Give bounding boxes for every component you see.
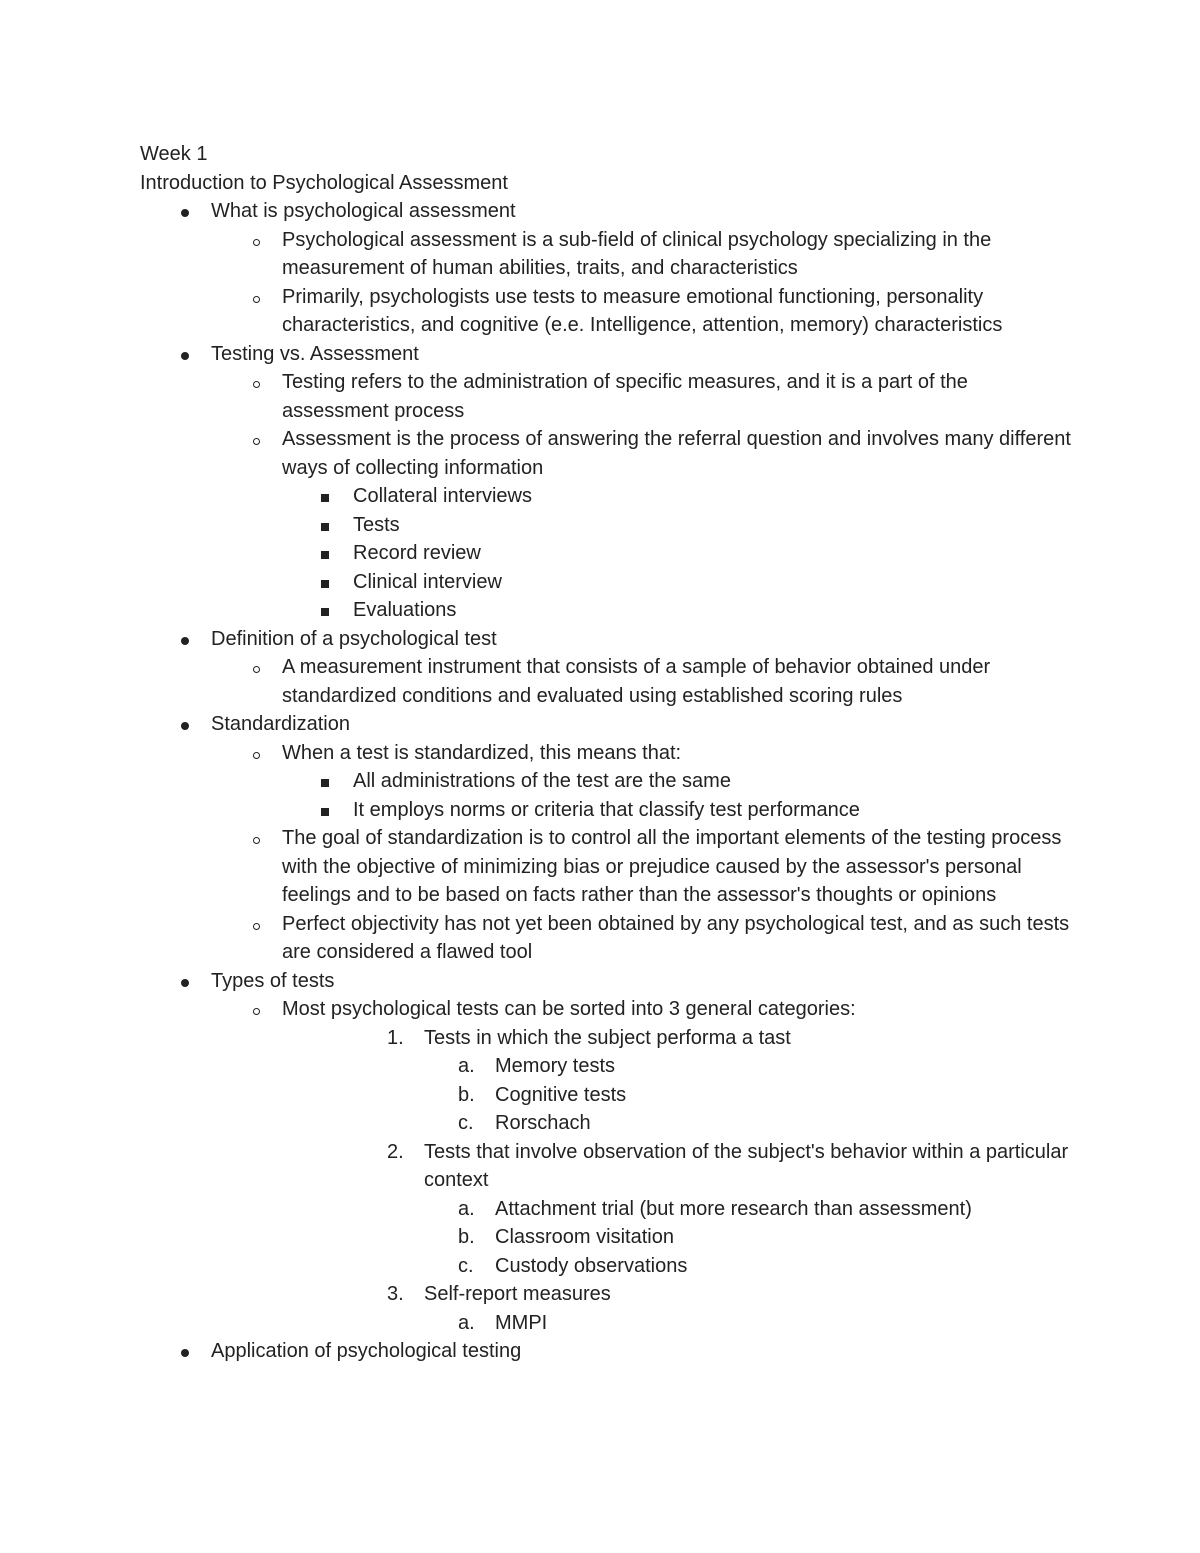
- list-item: [282, 539, 1080, 568]
- lettered-item: [424, 1223, 1080, 1252]
- section-heading: Types of tests: [211, 969, 335, 992]
- subitem-text: The goal of standardization is to control all the important elements of the testing process with the objective of minimizing bias or prejudice caused by the assessor's personal feelings and to be based on facts rather than the assessor's thoughts or opinions: [282, 827, 1062, 906]
- list-item: [282, 482, 1080, 511]
- lettered-item: [424, 1195, 1080, 1224]
- list-item-text: Collateral interviews: [353, 485, 532, 507]
- number-marker: 3.: [387, 1283, 404, 1305]
- list-item-text: Clinical interview: [353, 570, 502, 593]
- letter-marker: b.: [458, 1083, 475, 1106]
- lettered-item-text: Cognitive tests: [495, 1083, 627, 1106]
- lettered-item-text: Custody observations: [495, 1254, 688, 1277]
- square-bullet-icon: [318, 511, 332, 540]
- numbered-item: [353, 1138, 1080, 1281]
- circle-bullet-icon: [249, 226, 263, 255]
- outline-subitem: [211, 739, 1080, 825]
- letter-marker: a.: [458, 1197, 475, 1220]
- letter-marker: c.: [458, 1254, 474, 1277]
- square-bullet-icon: [318, 796, 332, 825]
- circle-bullet-icon: [249, 283, 263, 312]
- numbered-item: [353, 1280, 1080, 1337]
- outline-item: [140, 340, 1080, 625]
- lettered-item: [424, 1109, 1080, 1138]
- numbered-item-text: Tests that involve observation of the subject's behavior within a particular context: [424, 1140, 1069, 1191]
- section-heading: Testing vs. Assessment: [211, 342, 419, 365]
- circle-bullet-icon: [249, 739, 263, 768]
- square-bullet-icon: [318, 539, 332, 568]
- subitem-text: A measurement instrument that consists of a sample of behavior obtained under standardized conditions and evaluated using established scoring rules: [282, 656, 991, 707]
- list-item: [282, 596, 1080, 625]
- lettered-item-text: Rorschach: [495, 1112, 591, 1134]
- lettered-item-text: Memory tests: [495, 1055, 616, 1077]
- disc-bullet-icon: [178, 710, 192, 739]
- circle-bullet-icon: [249, 653, 263, 682]
- number-marker: 2.: [387, 1140, 404, 1163]
- list-item-text: All administrations of the test are the same: [353, 770, 731, 792]
- lettered-item-text: MMPI: [495, 1311, 548, 1334]
- disc-bullet-icon: [178, 1337, 192, 1366]
- list-item-text: Record review: [353, 542, 481, 564]
- subitem-text: Most psychological tests can be sorted into 3 general categories:: [282, 998, 856, 1020]
- subitem-text: Perfect objectivity has not yet been obtained by any psychological test, and as such tests are considered a flawed tool: [282, 912, 1070, 963]
- outline-item: [140, 625, 1080, 711]
- list-item: [282, 767, 1080, 796]
- letter-marker: b.: [458, 1226, 475, 1248]
- lettered-item: [424, 1052, 1080, 1081]
- numbered-item-text: Tests in which the subject performa a tast: [424, 1026, 791, 1049]
- subitem-text: When a test is standardized, this means that:: [282, 741, 682, 764]
- subitem-text: Testing refers to the administration of specific measures, and it is a part of the assessment process: [282, 371, 968, 422]
- list-item-text: It employs norms or criteria that classify test performance: [353, 798, 860, 821]
- outline-item: [140, 197, 1080, 340]
- number-marker: 1.: [387, 1026, 404, 1049]
- circle-bullet-icon: [249, 368, 263, 397]
- numbered-item-text: Self-report measures: [424, 1283, 611, 1305]
- document-title: Introduction to Psychological Assessment: [140, 171, 508, 194]
- square-bullet-icon: [318, 568, 332, 597]
- outline-subitem: [211, 824, 1080, 910]
- lettered-item: [424, 1252, 1080, 1281]
- outline-list: [140, 197, 1080, 1366]
- square-bullet-icon: [318, 596, 332, 625]
- list-item-text: Tests: [353, 513, 400, 536]
- numbered-item: [353, 1024, 1080, 1138]
- outline-subitem: [211, 910, 1080, 967]
- outline-subitem: [211, 226, 1080, 283]
- subitem-text: Psychological assessment is a sub-field of clinical psychology specializing in the measurement of human abilities, traits, and characteristics: [282, 228, 992, 279]
- outline-item: [140, 1337, 1080, 1366]
- circle-bullet-icon: [249, 824, 263, 853]
- list-item: [282, 796, 1080, 825]
- lettered-item: [424, 1309, 1080, 1338]
- lettered-item-text: Attachment trial (but more research than assessment): [495, 1197, 972, 1220]
- outline-item: [140, 710, 1080, 967]
- disc-bullet-icon: [178, 967, 192, 996]
- square-bullet-icon: [318, 482, 332, 511]
- disc-bullet-icon: [178, 197, 192, 226]
- disc-bullet-icon: [178, 340, 192, 369]
- letter-marker: c.: [458, 1112, 474, 1134]
- list-item: [282, 511, 1080, 540]
- outline-subitem: [211, 425, 1080, 625]
- circle-bullet-icon: [249, 425, 263, 454]
- circle-bullet-icon: [249, 995, 263, 1024]
- subitem-text: Primarily, psychologists use tests to measure emotional functioning, personality characteristics, and cognitive (e.e. Intelligence, attention, memory) characteristics: [282, 285, 1003, 336]
- section-heading: What is psychological assessment: [211, 200, 516, 222]
- letter-marker: a.: [458, 1055, 475, 1077]
- outline-subitem: [211, 995, 1080, 1337]
- lettered-item: [424, 1081, 1080, 1110]
- disc-bullet-icon: [178, 625, 192, 654]
- section-heading: Standardization: [211, 713, 350, 735]
- outline-subitem: [211, 653, 1080, 710]
- circle-bullet-icon: [249, 910, 263, 939]
- section-heading: Application of psychological testing: [211, 1340, 522, 1362]
- letter-marker: a.: [458, 1311, 475, 1334]
- lettered-item-text: Classroom visitation: [495, 1226, 674, 1248]
- outline-item: [140, 967, 1080, 1338]
- list-item: [282, 568, 1080, 597]
- square-bullet-icon: [318, 767, 332, 796]
- outline-subitem: [211, 283, 1080, 340]
- document-content: [140, 140, 1080, 1366]
- subitem-text: Assessment is the process of answering the referral question and involves many different ways of collecting information: [282, 428, 1071, 479]
- outline-subitem: [211, 368, 1080, 425]
- list-item-text: Evaluations: [353, 599, 457, 621]
- week-label: Week 1: [140, 143, 208, 165]
- section-heading: Definition of a psychological test: [211, 627, 497, 650]
